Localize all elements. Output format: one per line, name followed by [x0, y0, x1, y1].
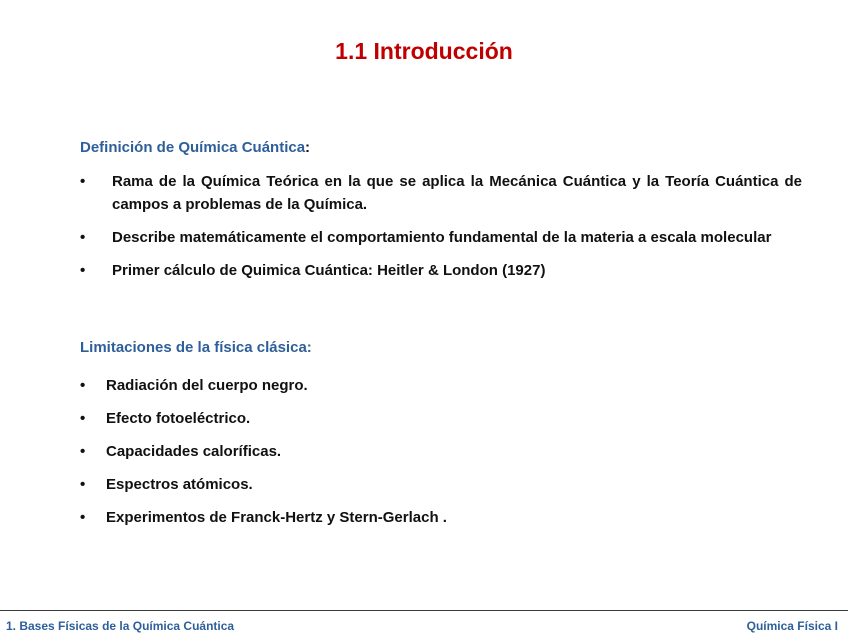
bullet-icon: • [80, 262, 86, 279]
limitation-item [80, 440, 680, 463]
definition-item-text: Rama de la Química Teórica en la que se aplica la Mecánica Cuántica y la Teoría Cuántica de campos a problemas de la Química. [112, 173, 802, 213]
limitation-item-text: Espectros atómicos. [106, 476, 253, 493]
limitations-list [80, 374, 680, 539]
bullet-icon: • [80, 377, 86, 394]
slide-title: 1.1 Introducción [335, 38, 513, 64]
footer-chapter-title: 1. Bases Físicas de la Química Cuántica [6, 619, 235, 633]
limitations-heading: Limitaciones de la física clásica: [80, 339, 312, 356]
bullet-icon: • [80, 410, 86, 427]
limitation-item [80, 506, 680, 529]
definition-item [80, 259, 802, 282]
definition-heading-colon: : [305, 139, 311, 156]
bullet-icon: • [80, 509, 86, 526]
bullet-icon: • [80, 443, 86, 460]
definition-heading-text: Definición de Química Cuántica [80, 139, 306, 156]
limitation-item-text: Experimentos de Franck-Hertz y Stern-Gerlach . [106, 509, 447, 526]
bullet-icon: • [80, 476, 86, 493]
footer-divider [0, 610, 848, 611]
definition-item-text: Describe matemáticamente el comportamiento fundamental de la materia a escala molecular [112, 229, 772, 246]
definition-item-text: Primer cálculo de Quimica Cuántica: Heitler & London (1927) [112, 262, 546, 279]
limitation-item-text: Efecto fotoeléctrico. [106, 410, 251, 427]
definition-item [80, 170, 802, 216]
limitation-item-text: Radiación del cuerpo negro. [106, 377, 308, 394]
bullet-icon: • [80, 229, 86, 246]
limitation-item [80, 374, 680, 397]
footer-course-title: Química Física I [746, 619, 838, 633]
limitation-item [80, 407, 680, 430]
definition-list [80, 170, 802, 292]
bullet-icon: • [80, 173, 86, 190]
limitation-item-text: Capacidades caloríficas. [106, 443, 282, 460]
definition-item [80, 226, 802, 249]
definition-heading [80, 139, 310, 156]
limitation-item [80, 473, 680, 496]
